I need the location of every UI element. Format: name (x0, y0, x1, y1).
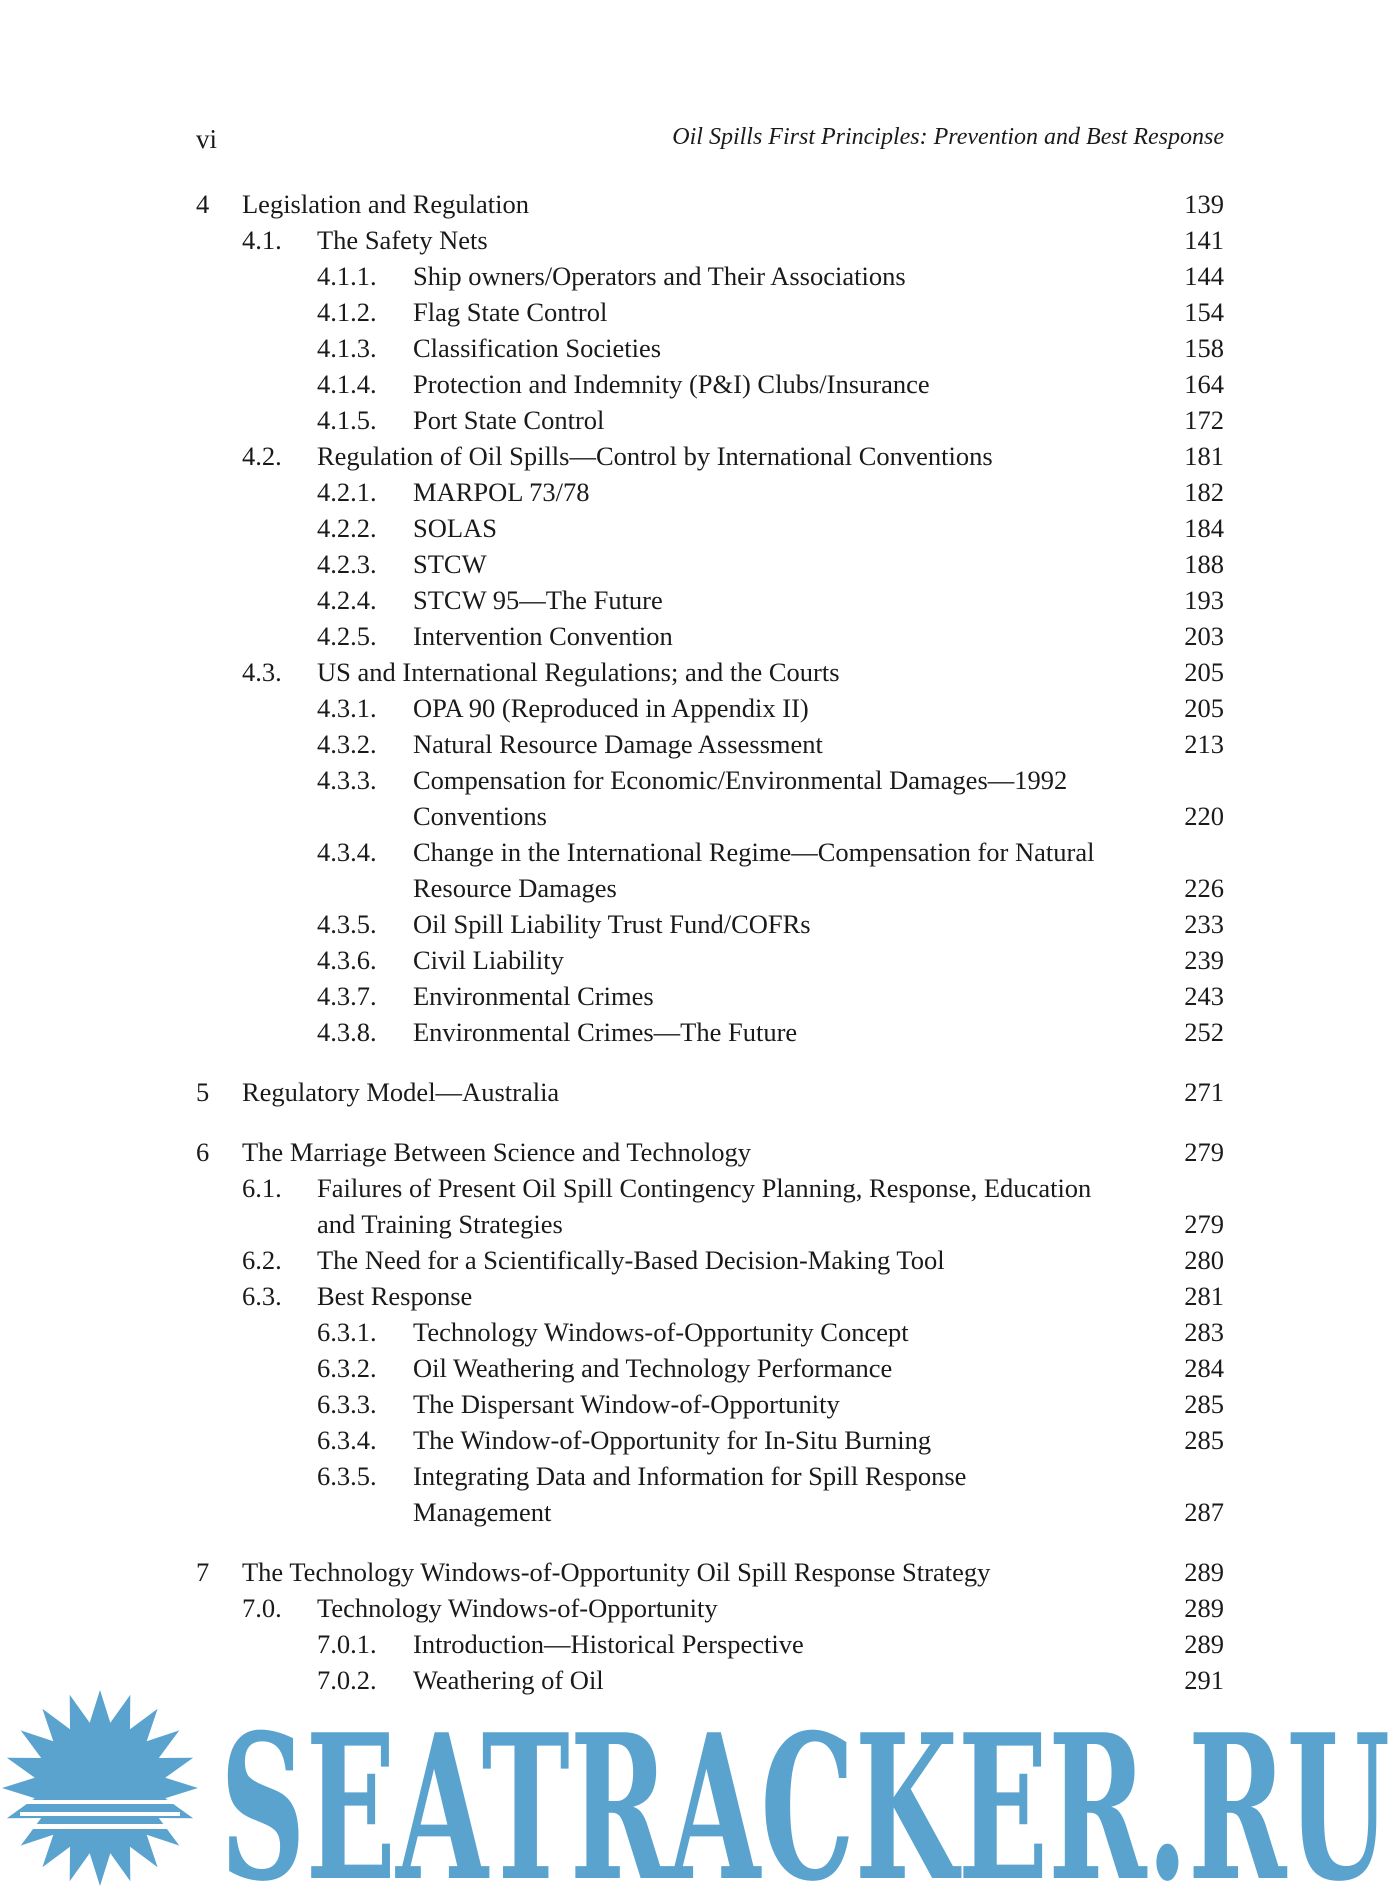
toc-entry-number: 7.0. (242, 1593, 282, 1623)
toc-entry-title: US and International Regulations; and the Courts (317, 657, 840, 687)
toc-entry (196, 1422, 1224, 1458)
toc-entry (196, 222, 1224, 258)
toc-entry-title: Civil Liability (413, 945, 564, 975)
toc-entry-number: 6.3.4. (317, 1425, 377, 1455)
toc-entry (196, 546, 1224, 582)
toc-entry-title: Regulatory Model—Australia (242, 1077, 560, 1107)
toc-entry-title: Flag State Control (413, 297, 608, 327)
toc-entry (196, 690, 1224, 726)
toc-entry-page: 279 (1184, 1209, 1224, 1239)
sun-horizon-line-3 (20, 1824, 180, 1829)
toc-entry-page: 285 (1184, 1425, 1224, 1455)
toc-entry-title: MARPOL 73/78 (413, 477, 590, 507)
toc-entry (196, 1386, 1224, 1422)
toc-entry-title: Regulation of Oil Spills—Control by International Conventions (317, 441, 993, 471)
toc-entry-page: 181 (1184, 441, 1224, 471)
toc-entry (196, 1350, 1224, 1386)
toc-entry-number: 4.2.3. (317, 549, 377, 579)
toc-entry (196, 726, 1224, 762)
toc-entry-title: Technology Windows-of-Opportunity Concept (413, 1317, 909, 1347)
toc-entry (196, 1074, 1224, 1110)
toc-entry-title: The Safety Nets (317, 225, 488, 255)
toc-entry-title: Natural Resource Damage Assessment (413, 729, 823, 759)
page-header (196, 124, 1224, 160)
toc-entry (196, 186, 1224, 222)
toc-entry (196, 762, 1224, 834)
toc-entry (196, 942, 1224, 978)
toc-entry-number: 7 (196, 1557, 210, 1587)
toc-entry (196, 1014, 1224, 1050)
toc-entry (196, 1554, 1224, 1590)
toc-entry (196, 294, 1224, 330)
toc-entry-title: Legislation and Regulation (242, 189, 530, 219)
toc-entry-title: Change in the International Regime—Compensation for Natural Resource Damages (413, 837, 1095, 903)
toc-entry (196, 1242, 1224, 1278)
toc-entry-page: 141 (1184, 225, 1224, 255)
toc-entry (196, 438, 1224, 474)
toc-entry-page: 239 (1184, 945, 1224, 975)
toc-entry-page: 252 (1184, 1017, 1224, 1047)
toc-entry-page: 205 (1184, 657, 1224, 687)
sun-icon (2, 1690, 198, 1886)
toc-entry-title: The Need for a Scientifically-Based Decision-Making Tool (317, 1245, 945, 1275)
toc-entry-title: Technology Windows-of-Opportunity (317, 1593, 718, 1623)
toc-entry-page: 291 (1184, 1665, 1224, 1695)
toc-entry-title: Port State Control (413, 405, 605, 435)
toc-entry-page: 226 (1184, 873, 1224, 903)
toc-entry-number: 6.2. (242, 1245, 282, 1275)
toc-entry-title: Best Response (317, 1281, 473, 1311)
seatracker-watermark (0, 1688, 1400, 1900)
sun-horizon-line-2 (20, 1812, 180, 1816)
toc-entry-page: 281 (1184, 1281, 1224, 1311)
toc-entry (196, 1458, 1224, 1530)
toc-entry-title: Environmental Crimes (413, 981, 654, 1011)
toc-entry-number: 4.1.4. (317, 369, 377, 399)
toc-entry-page: 172 (1184, 405, 1224, 435)
toc-entry-title: Ship owners/Operators and Their Associations (413, 261, 906, 291)
toc-entry (196, 1314, 1224, 1350)
toc-entry-number: 4.3.6. (317, 945, 377, 975)
toc-entry-title: The Dispersant Window-of-Opportunity (413, 1389, 840, 1419)
toc-entry (196, 1626, 1224, 1662)
toc-entry-page: 193 (1184, 585, 1224, 615)
toc-entry (196, 1590, 1224, 1626)
toc-entry-number: 4.3. (242, 657, 282, 687)
toc-entry-number: 4.1.2. (317, 297, 377, 327)
toc-entry (196, 1278, 1224, 1314)
toc-entry-number: 5 (196, 1077, 210, 1107)
toc-entry-page: 213 (1184, 729, 1224, 759)
toc-entry-page: 289 (1184, 1629, 1224, 1659)
toc-entry (196, 510, 1224, 546)
toc-entry-title: Introduction—Historical Perspective (413, 1629, 804, 1659)
toc-entry-title: Oil Spill Liability Trust Fund/COFRs (413, 909, 811, 939)
toc-entry (196, 366, 1224, 402)
toc-entry-number: 6.1. (242, 1173, 282, 1203)
toc-entry-title: The Window-of-Opportunity for In-Situ Burning (413, 1425, 932, 1455)
toc-entry-number: 6 (196, 1137, 210, 1167)
table-of-contents (196, 186, 1224, 1698)
toc-entry-title: Protection and Indemnity (P&I) Clubs/Insurance (413, 369, 930, 399)
toc-entry-title: Compensation for Economic/Environmental Damages—1992 Conventions (413, 765, 1068, 831)
toc-entry-title: The Marriage Between Science and Technology (242, 1137, 752, 1167)
toc-entry-number: 4.1.3. (317, 333, 377, 363)
toc-entry-number: 6.3.1. (317, 1317, 377, 1347)
toc-entry-number: 4.1. (242, 225, 282, 255)
toc-entry-number: 4.2.5. (317, 621, 377, 651)
toc-entry-number: 6.3.5. (317, 1461, 377, 1491)
toc-entry-page: 289 (1184, 1593, 1224, 1623)
toc-entry (196, 582, 1224, 618)
toc-entry-number: 4.3.7. (317, 981, 377, 1011)
toc-entry-number: 6.3.2. (317, 1353, 377, 1383)
toc-entry-page: 284 (1184, 1353, 1224, 1383)
toc-entry-page: 154 (1184, 297, 1224, 327)
toc-entry-page: 144 (1184, 261, 1224, 291)
toc-entry-number: 4.3.4. (317, 837, 377, 867)
toc-entry-number: 4.3.1. (317, 693, 377, 723)
toc-entry-number: 4.3.3. (317, 765, 377, 795)
running-title: Oil Spills First Principles: Prevention and Best Response (672, 124, 1224, 150)
toc-entry (196, 1134, 1224, 1170)
toc-entry-page: 220 (1184, 801, 1224, 831)
toc-entry (196, 474, 1224, 510)
toc-entry-page: 205 (1184, 693, 1224, 723)
toc-entry-number: 7.0.2. (317, 1665, 377, 1695)
toc-entry-number: 4.2.4. (317, 585, 377, 615)
toc-entry (196, 978, 1224, 1014)
toc-entry-page: 182 (1184, 477, 1224, 507)
toc-entry-title: Weathering of Oil (413, 1665, 604, 1695)
toc-entry-number: 4.2.2. (317, 513, 377, 543)
toc-entry-number: 7.0.1. (317, 1629, 377, 1659)
sun-horizon-line-1 (20, 1800, 180, 1804)
toc-entry-page: 139 (1184, 189, 1224, 219)
toc-entry-title: OPA 90 (Reproduced in Appendix II) (413, 693, 809, 723)
toc-entry-number: 4.1.5. (317, 405, 377, 435)
toc-entry-page: 287 (1184, 1497, 1224, 1527)
toc-entry-page: 243 (1184, 981, 1224, 1011)
toc-entry-number: 4.2.1. (317, 477, 377, 507)
toc-entry-title: Classification Societies (413, 333, 662, 363)
toc-entry-page: 188 (1184, 549, 1224, 579)
toc-entry-page: 285 (1184, 1389, 1224, 1419)
toc-entry (196, 654, 1224, 690)
toc-entry (196, 402, 1224, 438)
toc-entry-title: STCW 95—The Future (413, 585, 663, 615)
toc-entry (196, 1170, 1224, 1242)
toc-entry-title: Oil Weathering and Technology Performance (413, 1353, 893, 1383)
toc-entry (196, 906, 1224, 942)
toc-entry-title: The Technology Windows-of-Opportunity Oil Spill Response Strategy (242, 1557, 991, 1587)
toc-entry-number: 6.3.3. (317, 1389, 377, 1419)
toc-entry-page: 283 (1184, 1317, 1224, 1347)
toc-entry (196, 834, 1224, 906)
toc-entry (196, 618, 1224, 654)
toc-entry-page: 158 (1184, 333, 1224, 363)
toc-entry-page: 233 (1184, 909, 1224, 939)
toc-entry (196, 258, 1224, 294)
toc-entry-page: 271 (1184, 1077, 1224, 1107)
toc-entry-number: 6.3. (242, 1281, 282, 1311)
toc-entry-title: SOLAS (413, 513, 497, 543)
toc-entry-number: 4.2. (242, 441, 282, 471)
toc-entry-number: 4.3.5. (317, 909, 377, 939)
toc-entry-title: Intervention Convention (413, 621, 673, 651)
toc-entry-page: 280 (1184, 1245, 1224, 1275)
toc-entry-title: Integrating Data and Information for Spill Response Management (413, 1461, 967, 1527)
toc-entry-title: Failures of Present Oil Spill Contingency Planning, Response, Education and Training Strategies (317, 1173, 1092, 1239)
toc-entry-number: 4.3.2. (317, 729, 377, 759)
toc-entry-title: Environmental Crimes—The Future (413, 1017, 798, 1047)
toc-entry-page: 164 (1184, 369, 1224, 399)
toc-entry-page: 279 (1184, 1137, 1224, 1167)
toc-entry-number: 4.1.1. (317, 261, 377, 291)
toc-entry-title: STCW (413, 549, 487, 579)
toc-entry-page: 203 (1184, 621, 1224, 651)
sun-disc (38, 1726, 162, 1850)
toc-entry-number: 4 (196, 189, 210, 219)
toc-entry-page: 184 (1184, 513, 1224, 543)
toc-entry (196, 330, 1224, 366)
toc-entry-page: 289 (1184, 1557, 1224, 1587)
toc-entry-number: 4.3.8. (317, 1017, 377, 1047)
watermark-text: SEATRACKER.RU (220, 1691, 1390, 1900)
page-folio: vi (196, 124, 218, 154)
